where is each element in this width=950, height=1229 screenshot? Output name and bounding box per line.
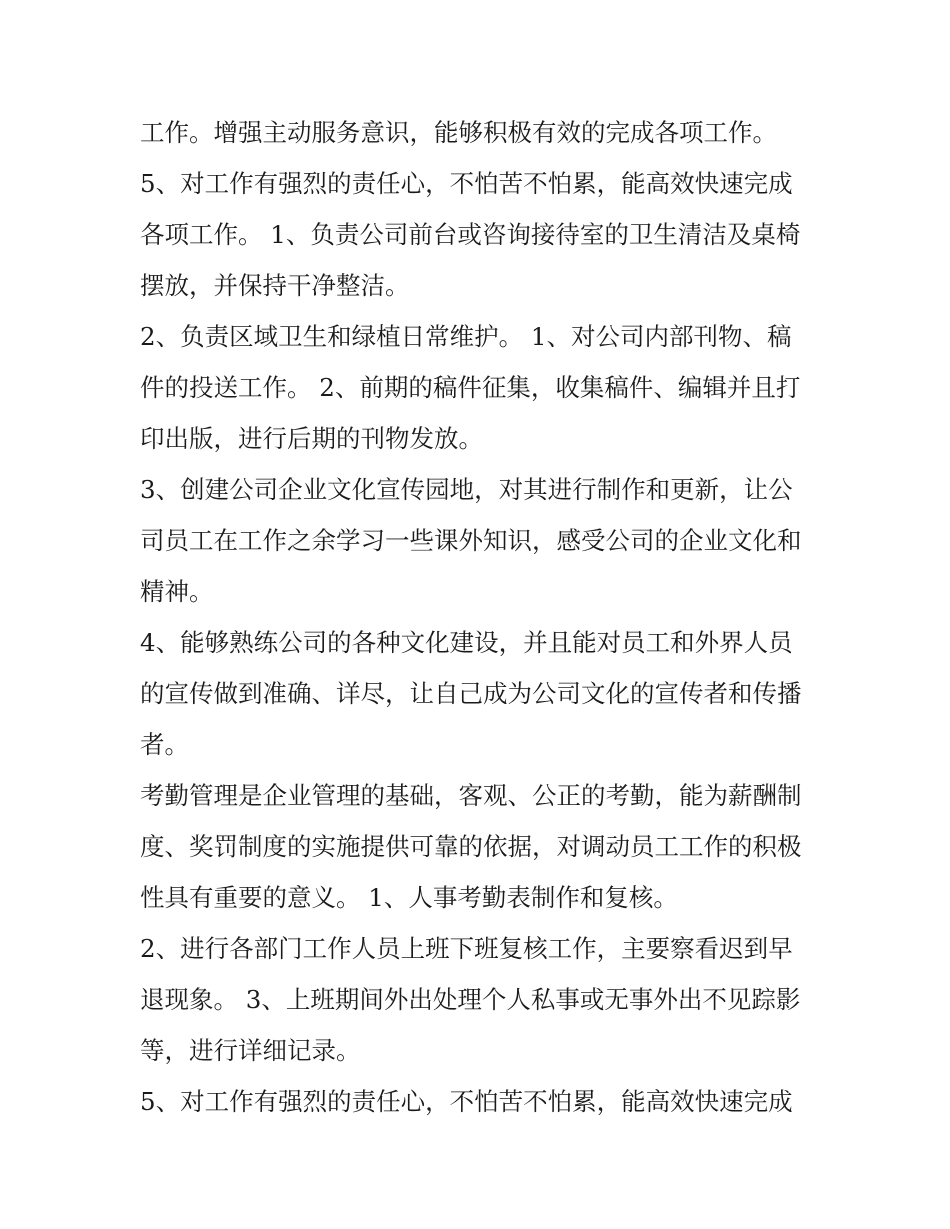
- text-line: 司员工在工作之余学习一些课外知识，感受公司的企业文化和: [140, 526, 802, 555]
- text-line: 精神。: [140, 577, 214, 606]
- text-line: 件的投送工作。 2、前期的稿件征集，收集稿件、编辑并且打: [140, 373, 801, 402]
- text-line: 印出版，进行后期的刊物发放。: [140, 424, 483, 453]
- text-line: 的宣传做到准确、详尽，让自己成为公司文化的宣传者和传播: [140, 679, 802, 708]
- text-line: 性具有重要的意义。 1、人事考勤表制作和复核。: [140, 883, 678, 912]
- text-line: 2、进行各部门工作人员上班下班复核工作，主要察看迟到早: [140, 934, 793, 963]
- text-line: 5、对工作有强烈的责任心，不怕苦不怕累，能高效快速完成: [140, 1087, 793, 1116]
- text-line: 摆放，并保持干净整洁。: [140, 271, 410, 300]
- text-line: 各项工作。 1、负责公司前台或咨询接待室的卫生清洁及桌椅: [140, 220, 801, 249]
- document-body: [140, 107, 812, 1127]
- text-line: 工作。增强主动服务意识，能够积极有效的完成各项工作。: [140, 118, 777, 147]
- text-line: 度、奖罚制度的实施提供可靠的依据，对调动员工工作的积极: [140, 832, 802, 861]
- text-line: 考勤管理是企业管理的基础，客观、公正的考勤，能为薪酬制: [140, 781, 802, 810]
- text-line: 3、创建公司企业文化宣传园地，对其进行制作和更新，让公: [140, 475, 793, 504]
- text-line: 5、对工作有强烈的责任心，不怕苦不怕累，能高效快速完成: [140, 169, 793, 198]
- text-line: 等，进行详细记录。: [140, 1036, 361, 1065]
- text-line: 2、负责区域卫生和绿植日常维护。 1、对公司内部刊物、稿: [140, 322, 792, 351]
- text-line: 者。: [140, 730, 189, 759]
- text-line: 4、能够熟练公司的各种文化建设，并且能对员工和外界人员: [140, 628, 793, 657]
- text-line: 退现象。 3、上班期间外出处理个人私事或无事外出不见踪影: [140, 985, 801, 1014]
